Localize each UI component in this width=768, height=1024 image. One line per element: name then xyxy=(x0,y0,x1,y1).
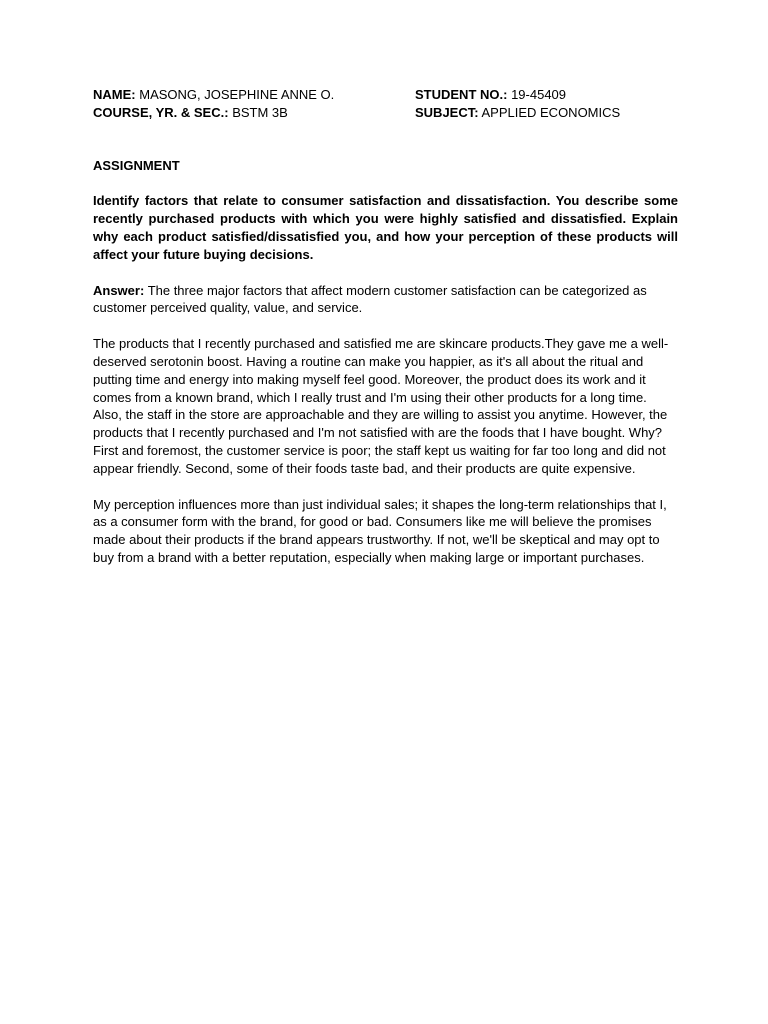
name-value: MASONG, JOSEPHINE ANNE O. xyxy=(139,87,335,102)
student-no-value: 19-45409 xyxy=(511,87,567,102)
header-row-2 xyxy=(93,104,678,122)
student-no-field xyxy=(415,86,678,104)
assignment-title: ASSIGNMENT xyxy=(93,157,180,173)
answer-label: Answer: xyxy=(93,282,145,298)
course-label: COURSE, YR. & SEC.: xyxy=(93,104,229,120)
answer-text: The three major factors that affect modern customer satisfaction can be categorized as customer perceived quality, value, and service. xyxy=(93,282,647,316)
body-paragraph-2: The products that I recently purchased and satisfied me are skincare products.They gave me a well-deserved serotonin boost. Having a routine can make you happier, as it's all about the ritual and putting time and energy into making myself feel good. Moreover, the product does its work and it comes from a known brand, which I really trust and I'm using their other products for a long time. Also, the staff in the store are approachable and they are willing to assist you anytime. However, the products that I recently purchased and I'm not satisfied with are the foods that I have bought. Why? First and foremost, the customer service is poor; the staff kept us waiting for far too long and did not appear friendly. Second, some of their foods taste bad, and their products are quite expensive. xyxy=(93,336,669,476)
name-label: NAME: xyxy=(93,87,136,102)
answer-paragraph xyxy=(93,282,678,318)
subject-label: SUBJECT: xyxy=(415,104,479,120)
header-row-1 xyxy=(93,86,678,104)
student-no-label: STUDENT NO.: xyxy=(415,87,508,102)
course-value: BSTM 3B xyxy=(232,104,288,120)
course-field xyxy=(93,104,415,122)
assignment-prompt: Identify factors that relate to consumer satisfaction and dissatisfaction. You describe some recently purchased products with which you were highly satisfied and dissatisfied. Explain why each product satisfied/dissatisfied you, and how your perception of these products will affect your future buying decisions. xyxy=(93,193,678,262)
name-field xyxy=(93,86,415,104)
document-page xyxy=(93,86,678,567)
subject-value: APPLIED ECONOMICS xyxy=(481,104,621,120)
subject-field xyxy=(415,104,678,122)
body-paragraph-3: My perception influences more than just individual sales; it shapes the long-term relationships that I, as a consumer form with the brand, for good or bad. Consumers like me will believe the promises made about their products if the brand appears trustworthy. If not, we'll be skeptical and may opt to buy from a brand with a better reputation, especially when making large or important purchases. xyxy=(93,496,667,565)
